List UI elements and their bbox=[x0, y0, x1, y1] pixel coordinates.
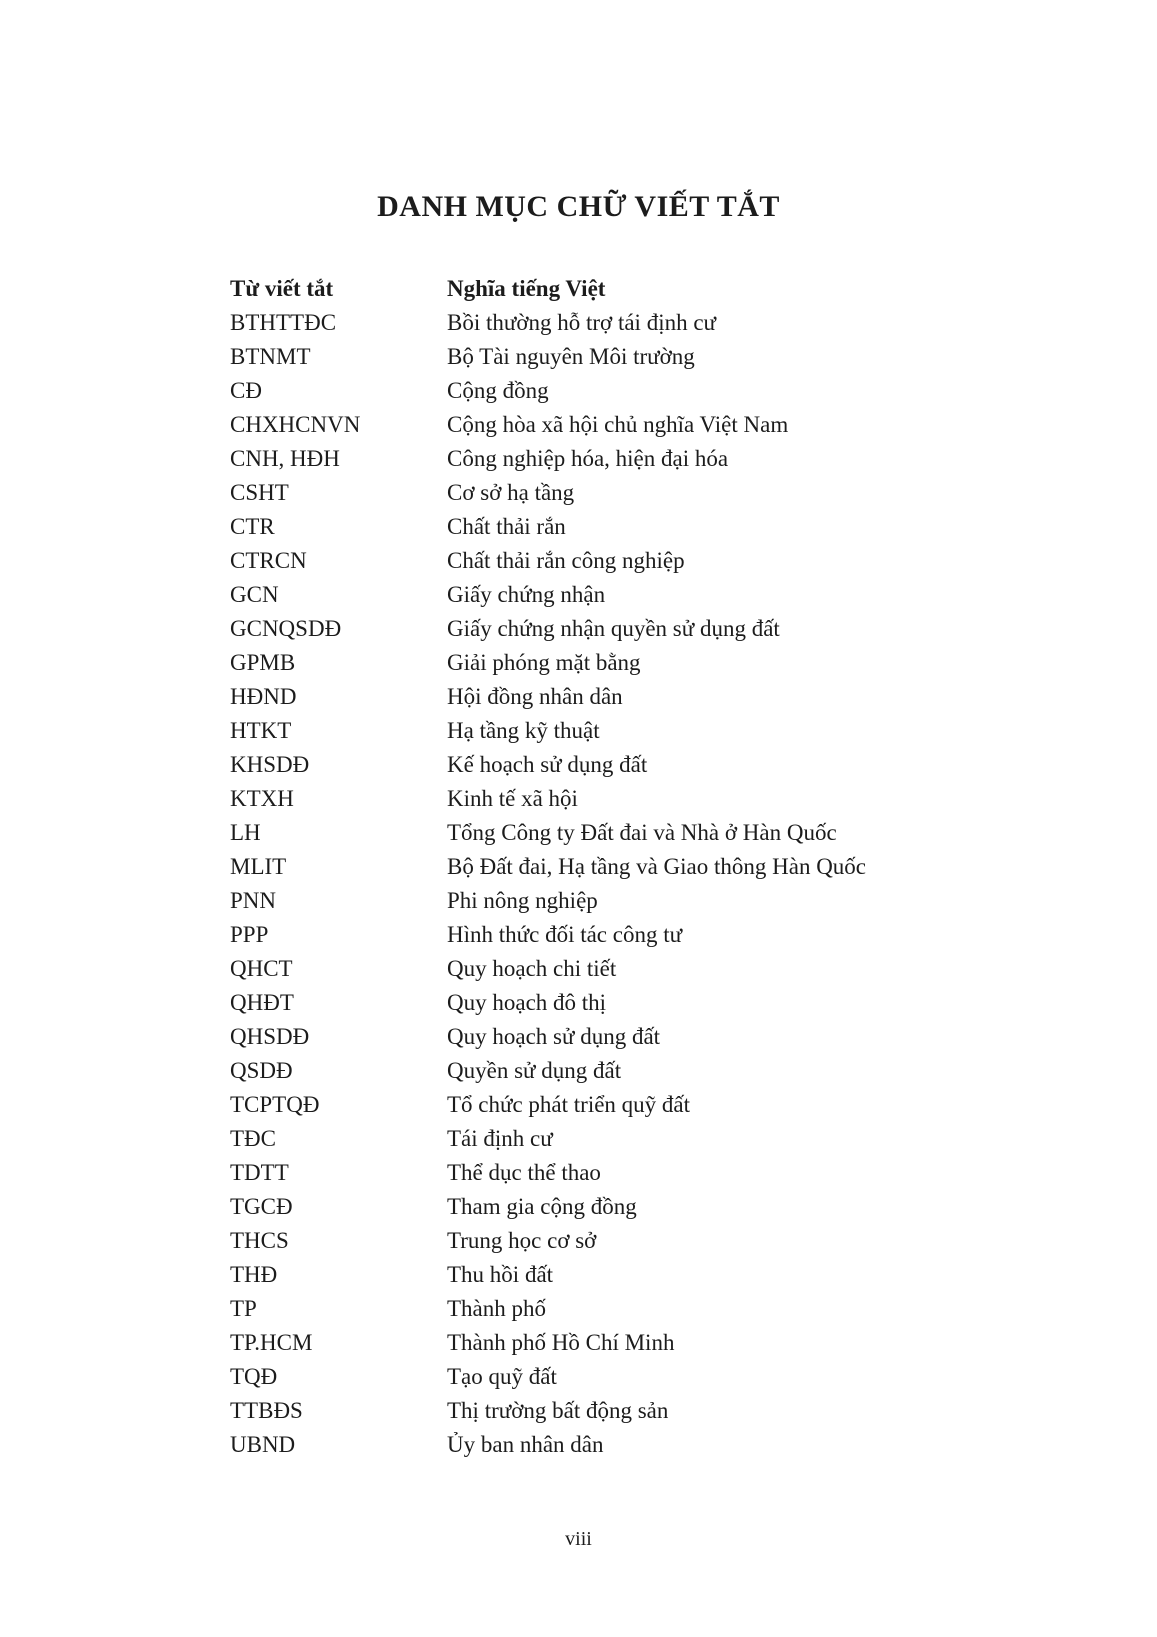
meaning-cell: Thể dục thể thao bbox=[447, 1160, 601, 1185]
meaning-cell: Chất thải rắn công nghiệp bbox=[447, 548, 685, 573]
meaning-cell: Thu hồi đất bbox=[447, 1262, 554, 1287]
table-row bbox=[230, 476, 990, 510]
abbreviation-cell: QHCT bbox=[230, 956, 293, 981]
table-header-row bbox=[230, 272, 990, 306]
meaning-cell: Trung học cơ sở bbox=[447, 1228, 597, 1253]
table-row bbox=[230, 918, 990, 952]
abbreviation-cell: CSHT bbox=[230, 480, 289, 505]
abbreviation-cell: GCNQSDĐ bbox=[230, 616, 342, 641]
meaning-cell: Tái định cư bbox=[447, 1126, 553, 1151]
table-row bbox=[230, 1054, 990, 1088]
meaning-cell: Giấy chứng nhận quyền sử dụng đất bbox=[447, 616, 780, 641]
table-row bbox=[230, 578, 990, 612]
table-row bbox=[230, 340, 990, 374]
column-header-abbreviation: Từ viết tắt bbox=[230, 276, 334, 301]
meaning-cell: Thị trường bất động sản bbox=[447, 1398, 669, 1423]
table-row bbox=[230, 1020, 990, 1054]
meaning-cell: Bộ Tài nguyên Môi trường bbox=[447, 344, 695, 369]
abbreviation-cell: BTHTTĐC bbox=[230, 310, 337, 335]
meaning-cell: Kinh tế xã hội bbox=[447, 786, 578, 811]
table-row bbox=[230, 850, 990, 884]
abbreviation-cell: GPMB bbox=[230, 650, 296, 675]
meaning-cell: Hội đồng nhân dân bbox=[447, 684, 623, 709]
meaning-cell: Tổ chức phát triển quỹ đất bbox=[447, 1092, 691, 1117]
abbreviation-cell: QHSDĐ bbox=[230, 1024, 310, 1049]
meaning-cell: Giấy chứng nhận bbox=[447, 582, 606, 607]
table-row bbox=[230, 306, 990, 340]
meaning-cell: Công nghiệp hóa, hiện đại hóa bbox=[447, 446, 729, 471]
table-row bbox=[230, 1360, 990, 1394]
abbreviation-cell: MLIT bbox=[230, 854, 287, 879]
abbreviation-cell: BTNMT bbox=[230, 344, 311, 369]
abbreviation-cell: TGCĐ bbox=[230, 1194, 293, 1219]
meaning-cell: Hình thức đối tác công tư bbox=[447, 922, 683, 947]
table-row bbox=[230, 1292, 990, 1326]
abbreviation-cell: KHSDĐ bbox=[230, 752, 310, 777]
meaning-cell: Tạo quỹ đất bbox=[447, 1364, 557, 1389]
meaning-cell: Bộ Đất đai, Hạ tầng và Giao thông Hàn Quốc bbox=[447, 854, 867, 879]
table-row bbox=[230, 510, 990, 544]
abbreviation-cell: QHĐT bbox=[230, 990, 294, 1015]
meaning-cell: Cơ sở hạ tầng bbox=[447, 480, 575, 505]
abbreviation-cell: LH bbox=[230, 820, 261, 845]
table-row bbox=[230, 1428, 990, 1462]
table-row bbox=[230, 986, 990, 1020]
meaning-cell: Cộng hòa xã hội chủ nghĩa Việt Nam bbox=[447, 412, 789, 437]
abbreviation-cell: TDTT bbox=[230, 1160, 289, 1185]
table-row bbox=[230, 952, 990, 986]
table-row bbox=[230, 544, 990, 578]
meaning-cell: Hạ tầng kỹ thuật bbox=[447, 718, 600, 743]
table-row bbox=[230, 1190, 990, 1224]
abbreviation-cell: THĐ bbox=[230, 1262, 278, 1287]
meaning-cell: Phi nông nghiệp bbox=[447, 888, 598, 913]
abbreviation-cell: TCPTQĐ bbox=[230, 1092, 320, 1117]
meaning-cell: Giải phóng mặt bằng bbox=[447, 650, 641, 675]
abbreviation-cell: CHXHCNVN bbox=[230, 412, 361, 437]
meaning-cell: Quyền sử dụng đất bbox=[447, 1058, 622, 1083]
table-row bbox=[230, 1394, 990, 1428]
meaning-cell: Chất thải rắn bbox=[447, 514, 566, 539]
table-row bbox=[230, 1258, 990, 1292]
meaning-cell: Thành phố bbox=[447, 1296, 547, 1321]
table-row bbox=[230, 816, 990, 850]
abbreviation-cell: TP bbox=[230, 1296, 257, 1321]
table-row bbox=[230, 748, 990, 782]
abbreviation-cell: TTBĐS bbox=[230, 1398, 303, 1423]
table-row bbox=[230, 1224, 990, 1258]
table-row bbox=[230, 1156, 990, 1190]
table-row bbox=[230, 408, 990, 442]
table-row bbox=[230, 1088, 990, 1122]
abbreviation-cell: THCS bbox=[230, 1228, 289, 1253]
table-row bbox=[230, 782, 990, 816]
meaning-cell: Kế hoạch sử dụng đất bbox=[447, 752, 648, 777]
abbreviation-cell: UBND bbox=[230, 1432, 296, 1457]
meaning-cell: Cộng đồng bbox=[447, 378, 549, 403]
abbreviation-cell: CNH, HĐH bbox=[230, 446, 340, 471]
abbreviation-cell: KTXH bbox=[230, 786, 294, 811]
table-row bbox=[230, 442, 990, 476]
abbreviation-cell: TQĐ bbox=[230, 1364, 278, 1389]
abbreviation-cell: TĐC bbox=[230, 1126, 276, 1151]
meaning-cell: Ủy ban nhân dân bbox=[447, 1432, 604, 1457]
table-row bbox=[230, 714, 990, 748]
table-row bbox=[230, 612, 990, 646]
page-number: viii bbox=[565, 1528, 592, 1550]
meaning-cell: Thành phố Hồ Chí Minh bbox=[447, 1330, 675, 1355]
abbreviation-cell: TP.HCM bbox=[230, 1330, 313, 1355]
table-row bbox=[230, 884, 990, 918]
meaning-cell: Quy hoạch sử dụng đất bbox=[447, 1024, 661, 1049]
table-row bbox=[230, 646, 990, 680]
abbreviation-cell: HĐND bbox=[230, 684, 297, 709]
table-row bbox=[230, 1326, 990, 1360]
abbreviation-cell: CTRCN bbox=[230, 548, 307, 573]
abbreviation-cell: PNN bbox=[230, 888, 277, 913]
meaning-cell: Quy hoạch chi tiết bbox=[447, 956, 617, 981]
abbreviation-table bbox=[230, 272, 990, 1462]
meaning-cell: Tham gia cộng đồng bbox=[447, 1194, 637, 1219]
meaning-cell: Tổng Công ty Đất đai và Nhà ở Hàn Quốc bbox=[447, 820, 837, 845]
abbreviation-cell: CĐ bbox=[230, 378, 262, 403]
page-title: DANH MỤC CHỮ VIẾT TẮT bbox=[377, 190, 780, 223]
meaning-cell: Bồi thường hỗ trợ tái định cư bbox=[447, 310, 717, 335]
abbreviation-cell: CTR bbox=[230, 514, 275, 539]
meaning-cell: Quy hoạch đô thị bbox=[447, 990, 607, 1015]
abbreviation-cell: PPP bbox=[230, 922, 269, 947]
abbreviation-cell: HTKT bbox=[230, 718, 292, 743]
column-header-meaning: Nghĩa tiếng Việt bbox=[447, 276, 606, 301]
table-row bbox=[230, 374, 990, 408]
abbreviation-cell: QSDĐ bbox=[230, 1058, 293, 1083]
table-row bbox=[230, 1122, 990, 1156]
abbreviation-cell: GCN bbox=[230, 582, 279, 607]
table-body bbox=[230, 306, 990, 1462]
table-row bbox=[230, 680, 990, 714]
